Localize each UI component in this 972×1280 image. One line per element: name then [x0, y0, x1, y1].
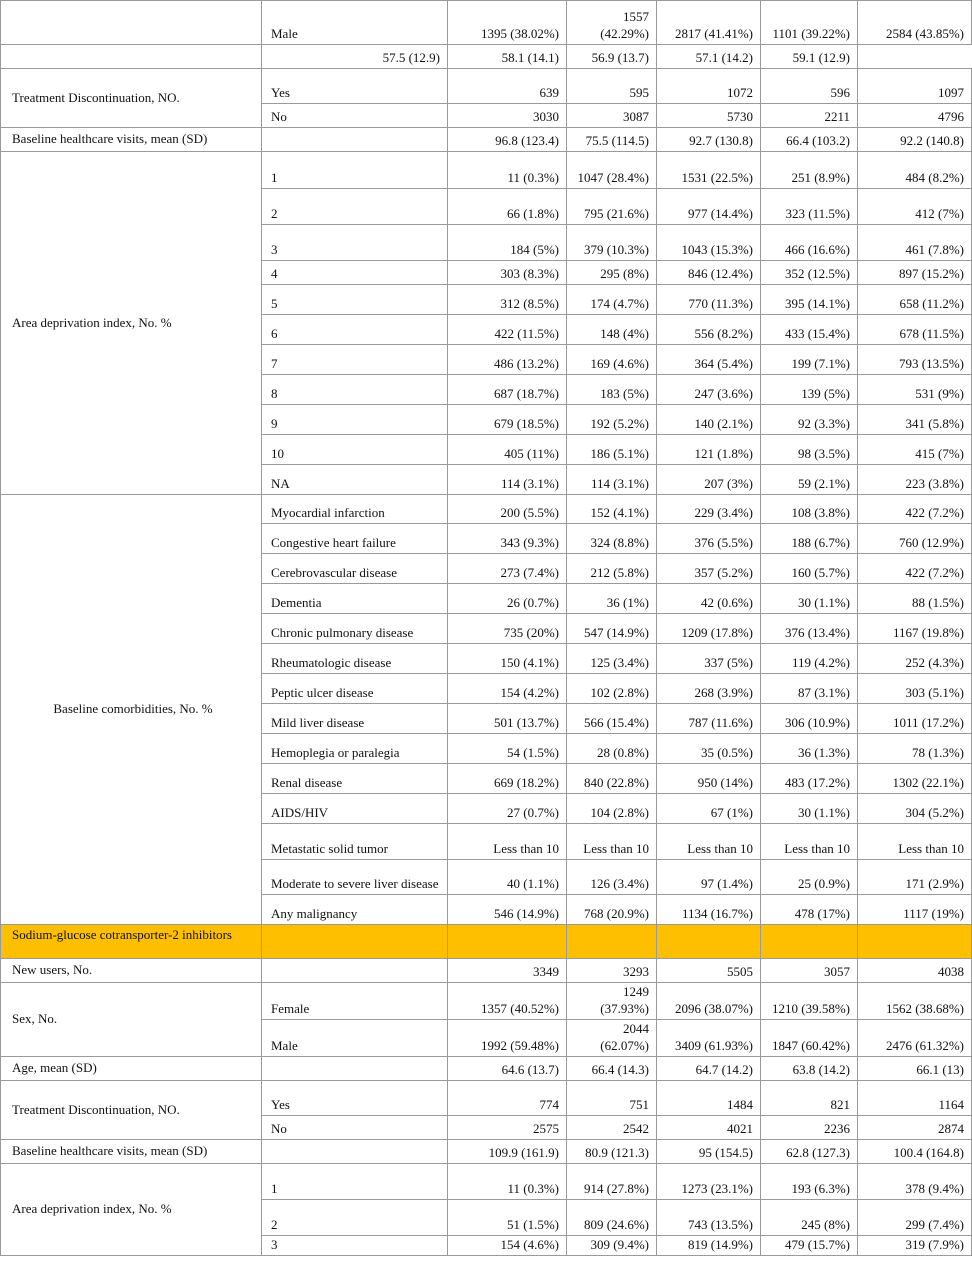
- value-cell: 66.1 (13): [858, 1057, 972, 1081]
- row-sublabel: Myocardial infarction: [262, 495, 448, 524]
- value-cell: [858, 925, 972, 959]
- value-cell: 207 (3%): [657, 465, 761, 495]
- row-group-label: Treatment Discontinuation, NO.: [1, 1081, 262, 1140]
- value-cell: 58.1 (14.1): [448, 45, 567, 69]
- value-cell: 1097: [858, 69, 972, 104]
- row-sublabel: Yes: [262, 1081, 448, 1116]
- row-group-label: Baseline healthcare visits, mean (SD): [1, 1140, 262, 1164]
- value-cell: 1484: [657, 1081, 761, 1116]
- row-sublabel: [262, 1057, 448, 1081]
- value-cell: 950 (14%): [657, 764, 761, 794]
- value-cell: 2575: [448, 1116, 567, 1140]
- value-cell: 1209 (17.8%): [657, 614, 761, 644]
- row-group-label: Sodium-glucose cotransporter-2 inhibitors: [1, 925, 262, 959]
- value-cell: 186 (5.1%): [567, 435, 657, 465]
- row-sublabel: Rheumatologic disease: [262, 644, 448, 674]
- row-sublabel: Male: [262, 1020, 448, 1057]
- row-sublabel: AIDS/HIV: [262, 794, 448, 824]
- value-cell: 743 (13.5%): [657, 1200, 761, 1236]
- value-cell: 679 (18.5%): [448, 405, 567, 435]
- value-cell: 422 (7.2%): [858, 495, 972, 524]
- value-cell: 299 (7.4%): [858, 1200, 972, 1236]
- value-cell: 59 (2.1%): [761, 465, 858, 495]
- value-cell: 80.9 (121.3): [567, 1140, 657, 1164]
- value-cell: 171 (2.9%): [858, 860, 972, 895]
- value-cell: [567, 925, 657, 959]
- value-cell: 125 (3.4%): [567, 644, 657, 674]
- value-cell: 154 (4.2%): [448, 674, 567, 704]
- table-row: [1, 69, 972, 104]
- value-cell: 36 (1.3%): [761, 734, 858, 764]
- value-cell: 4038: [858, 959, 972, 983]
- value-cell: 3087: [567, 104, 657, 128]
- value-cell: 100.4 (164.8): [858, 1140, 972, 1164]
- value-cell: 92.2 (140.8): [858, 128, 972, 152]
- value-cell: 1395 (38.02%): [448, 1, 567, 45]
- row-sublabel: 7: [262, 345, 448, 375]
- value-cell: 97 (1.4%): [657, 860, 761, 895]
- value-cell: Less than 10: [761, 824, 858, 860]
- value-cell: 295 (8%): [567, 261, 657, 285]
- value-cell: 251 (8.9%): [761, 152, 858, 189]
- row-group-label: New users, No.: [1, 959, 262, 983]
- value-cell: 30 (1.1%): [761, 584, 858, 614]
- value-cell: 184 (5%): [448, 225, 567, 261]
- row-sublabel: 3: [262, 225, 448, 261]
- value-cell: 5730: [657, 104, 761, 128]
- value-cell: 11 (0.3%): [448, 1164, 567, 1200]
- table-row: [1, 1140, 972, 1164]
- value-cell: 95 (154.5): [657, 1140, 761, 1164]
- value-cell: 556 (8.2%): [657, 315, 761, 345]
- value-cell: 1164: [858, 1081, 972, 1116]
- value-cell: 57.1 (14.2): [657, 45, 761, 69]
- value-cell: Less than 10: [657, 824, 761, 860]
- value-cell: 27 (0.7%): [448, 794, 567, 824]
- value-cell: 376 (13.4%): [761, 614, 858, 644]
- value-cell: 268 (3.9%): [657, 674, 761, 704]
- row-sublabel: 8: [262, 375, 448, 405]
- value-cell: 1531 (22.5%): [657, 152, 761, 189]
- value-cell: 821: [761, 1081, 858, 1116]
- value-cell: 3409 (61.93%): [657, 1020, 761, 1057]
- value-cell: 735 (20%): [448, 614, 567, 644]
- value-cell: 160 (5.7%): [761, 554, 858, 584]
- value-cell: 64.6 (13.7): [448, 1057, 567, 1081]
- value-cell: 1562 (38.68%): [858, 983, 972, 1020]
- value-cell: 352 (12.5%): [761, 261, 858, 285]
- table-row: [1, 959, 972, 983]
- value-cell: 25 (0.9%): [761, 860, 858, 895]
- value-cell: 303 (8.3%): [448, 261, 567, 285]
- value-cell: 483 (17.2%): [761, 764, 858, 794]
- value-cell: 914 (27.8%): [567, 1164, 657, 1200]
- value-cell: 312 (8.5%): [448, 285, 567, 315]
- value-cell: 658 (11.2%): [858, 285, 972, 315]
- value-cell: 169 (4.6%): [567, 345, 657, 375]
- value-cell: 119 (4.2%): [761, 644, 858, 674]
- value-cell: [761, 925, 858, 959]
- value-cell: 639: [448, 69, 567, 104]
- value-cell: 306 (10.9%): [761, 704, 858, 734]
- value-cell: 770 (11.3%): [657, 285, 761, 315]
- row-sublabel: [262, 1140, 448, 1164]
- row-sublabel: [262, 128, 448, 152]
- row-group-label: Treatment Discontinuation, NO.: [1, 69, 262, 128]
- value-cell: 212 (5.8%): [567, 554, 657, 584]
- value-cell: 35 (0.5%): [657, 734, 761, 764]
- value-cell: 252 (4.3%): [858, 644, 972, 674]
- value-cell: 3293: [567, 959, 657, 983]
- row-sublabel: 1: [262, 152, 448, 189]
- value-cell: 1167 (19.8%): [858, 614, 972, 644]
- value-cell: 30 (1.1%): [761, 794, 858, 824]
- table-row: [1, 1057, 972, 1081]
- value-cell: 319 (7.9%): [858, 1236, 972, 1256]
- value-cell: 104 (2.8%): [567, 794, 657, 824]
- value-cell: 1011 (17.2%): [858, 704, 972, 734]
- value-cell: [448, 925, 567, 959]
- value-cell: 92 (3.3%): [761, 405, 858, 435]
- value-cell: 760 (12.9%): [858, 524, 972, 554]
- value-cell: 486 (13.2%): [448, 345, 567, 375]
- value-cell: 795 (21.6%): [567, 189, 657, 225]
- table-body: [1, 1, 972, 1256]
- value-cell: 223 (3.8%): [858, 465, 972, 495]
- table-row: [1, 1, 972, 45]
- value-cell: 422 (11.5%): [448, 315, 567, 345]
- value-cell: 415 (7%): [858, 435, 972, 465]
- value-cell: 897 (15.2%): [858, 261, 972, 285]
- value-cell: 54 (1.5%): [448, 734, 567, 764]
- value-cell: 309 (9.4%): [567, 1236, 657, 1256]
- table-row: [1, 128, 972, 152]
- value-cell: 2236: [761, 1116, 858, 1140]
- value-cell: 303 (5.1%): [858, 674, 972, 704]
- value-cell: 546 (14.9%): [448, 895, 567, 925]
- value-cell: 2096 (38.07%): [657, 983, 761, 1020]
- value-cell: 412 (7%): [858, 189, 972, 225]
- row-sublabel: Peptic ulcer disease: [262, 674, 448, 704]
- value-cell: 28 (0.8%): [567, 734, 657, 764]
- row-sublabel: Male: [262, 1, 448, 45]
- table-row: [1, 983, 972, 1020]
- value-cell: 1072: [657, 69, 761, 104]
- value-cell: [657, 925, 761, 959]
- value-cell: 1134 (16.7%): [657, 895, 761, 925]
- value-cell: 108 (3.8%): [761, 495, 858, 524]
- row-sublabel: Renal disease: [262, 764, 448, 794]
- value-cell: 478 (17%): [761, 895, 858, 925]
- value-cell: 466 (16.6%): [761, 225, 858, 261]
- value-cell: 4021: [657, 1116, 761, 1140]
- row-group-label: Baseline comorbidities, No. %: [1, 495, 262, 925]
- value-cell: 245 (8%): [761, 1200, 858, 1236]
- table-row: [1, 495, 972, 524]
- value-cell: 405 (11%): [448, 435, 567, 465]
- value-cell: 126 (3.4%): [567, 860, 657, 895]
- value-cell: 188 (6.7%): [761, 524, 858, 554]
- value-cell: 977 (14.4%): [657, 189, 761, 225]
- value-cell: 121 (1.8%): [657, 435, 761, 465]
- value-cell: 596: [761, 69, 858, 104]
- value-cell: 793 (13.5%): [858, 345, 972, 375]
- row-group-label: Sex, No.: [1, 983, 262, 1057]
- value-cell: 102 (2.8%): [567, 674, 657, 704]
- value-cell: 3057: [761, 959, 858, 983]
- row-group-label: [1, 1, 262, 45]
- value-cell: 1210 (39.58%): [761, 983, 858, 1020]
- value-cell: 114 (3.1%): [567, 465, 657, 495]
- value-cell: 63.8 (14.2): [761, 1057, 858, 1081]
- value-cell: 479 (15.7%): [761, 1236, 858, 1256]
- row-sublabel: Congestive heart failure: [262, 524, 448, 554]
- value-cell: 273 (7.4%): [448, 554, 567, 584]
- row-sublabel: 3: [262, 1236, 448, 1256]
- value-cell: 109.9 (161.9): [448, 1140, 567, 1164]
- value-cell: 92.7 (130.8): [657, 128, 761, 152]
- value-cell: 139 (5%): [761, 375, 858, 405]
- value-cell: 2211: [761, 104, 858, 128]
- value-cell: 595: [567, 69, 657, 104]
- table-row: [1, 1081, 972, 1116]
- value-cell: 75.5 (114.5): [567, 128, 657, 152]
- row-sublabel: Any malignancy: [262, 895, 448, 925]
- value-cell: 379 (10.3%): [567, 225, 657, 261]
- value-cell: 2476 (61.32%): [858, 1020, 972, 1057]
- value-cell: 378 (9.4%): [858, 1164, 972, 1200]
- row-sublabel: Mild liver disease: [262, 704, 448, 734]
- row-sublabel: 4: [262, 261, 448, 285]
- value-cell: 531 (9%): [858, 375, 972, 405]
- value-cell: 1847 (60.42%): [761, 1020, 858, 1057]
- value-cell: 484 (8.2%): [858, 152, 972, 189]
- value-cell: 547 (14.9%): [567, 614, 657, 644]
- value-cell: 42 (0.6%): [657, 584, 761, 614]
- value-cell: 2817 (41.41%): [657, 1, 761, 45]
- row-sublabel: 6: [262, 315, 448, 345]
- row-group-label: Area deprivation index, No. %: [1, 1164, 262, 1256]
- row-sublabel: Female: [262, 983, 448, 1020]
- value-cell: 96.8 (123.4): [448, 128, 567, 152]
- value-cell: 59.1 (12.9): [761, 45, 858, 69]
- value-cell: 5505: [657, 959, 761, 983]
- row-sublabel: Dementia: [262, 584, 448, 614]
- value-cell: 40 (1.1%): [448, 860, 567, 895]
- row-sublabel: 9: [262, 405, 448, 435]
- row-sublabel: Chronic pulmonary disease: [262, 614, 448, 644]
- value-cell: Less than 10: [858, 824, 972, 860]
- value-cell: 840 (22.8%): [567, 764, 657, 794]
- value-cell: 66.4 (14.3): [567, 1057, 657, 1081]
- value-cell: 98 (3.5%): [761, 435, 858, 465]
- value-cell: 1043 (15.3%): [657, 225, 761, 261]
- value-cell: 11 (0.3%): [448, 152, 567, 189]
- value-cell: 66 (1.8%): [448, 189, 567, 225]
- value-cell: 1557 (42.29%): [567, 1, 657, 45]
- value-cell: 2542: [567, 1116, 657, 1140]
- value-cell: 787 (11.6%): [657, 704, 761, 734]
- value-cell: 2584 (43.85%): [858, 1, 972, 45]
- row-sublabel: NA: [262, 465, 448, 495]
- value-cell: 64.7 (14.2): [657, 1057, 761, 1081]
- value-cell: 62.8 (127.3): [761, 1140, 858, 1164]
- value-cell: Less than 10: [567, 824, 657, 860]
- value-cell: 324 (8.8%): [567, 524, 657, 554]
- value-cell: 148 (4%): [567, 315, 657, 345]
- row-group-label: Age, mean (SD): [1, 1057, 262, 1081]
- value-cell: 774: [448, 1081, 567, 1116]
- value-cell: 183 (5%): [567, 375, 657, 405]
- value-cell: 88 (1.5%): [858, 584, 972, 614]
- value-cell: 1249 (37.93%): [567, 983, 657, 1020]
- value-cell: 323 (11.5%): [761, 189, 858, 225]
- value-cell: 433 (15.4%): [761, 315, 858, 345]
- value-cell: 4796: [858, 104, 972, 128]
- value-cell: 3030: [448, 104, 567, 128]
- value-cell: 51 (1.5%): [448, 1200, 567, 1236]
- value-cell: 1117 (19%): [858, 895, 972, 925]
- value-cell: 150 (4.1%): [448, 644, 567, 674]
- value-cell: 341 (5.8%): [858, 405, 972, 435]
- value-cell: 247 (3.6%): [657, 375, 761, 405]
- row-sublabel: 5: [262, 285, 448, 315]
- row-sublabel: 1: [262, 1164, 448, 1200]
- value-cell: 87 (3.1%): [761, 674, 858, 704]
- row-sublabel: Yes: [262, 69, 448, 104]
- row-sublabel: No: [262, 104, 448, 128]
- value-cell: 174 (4.7%): [567, 285, 657, 315]
- row-sublabel: Cerebrovascular disease: [262, 554, 448, 584]
- value-cell: 199 (7.1%): [761, 345, 858, 375]
- row-sublabel: Metastatic solid tumor: [262, 824, 448, 860]
- value-cell: 566 (15.4%): [567, 704, 657, 734]
- value-cell: 678 (11.5%): [858, 315, 972, 345]
- value-cell: 501 (13.7%): [448, 704, 567, 734]
- row-sublabel: [262, 959, 448, 983]
- value-cell: 337 (5%): [657, 644, 761, 674]
- value-cell: 809 (24.6%): [567, 1200, 657, 1236]
- row-sublabel: 2: [262, 1200, 448, 1236]
- value-cell: Less than 10: [448, 824, 567, 860]
- table-row: [1, 1164, 972, 1200]
- table-row: [1, 45, 972, 69]
- value-cell: 1047 (28.4%): [567, 152, 657, 189]
- value-cell: 1357 (40.52%): [448, 983, 567, 1020]
- table-row: [1, 152, 972, 189]
- value-cell: 154 (4.6%): [448, 1236, 567, 1256]
- row-sublabel: Moderate to severe liver disease: [262, 860, 448, 895]
- value-cell: 56.9 (13.7): [567, 45, 657, 69]
- value-cell: 395 (14.1%): [761, 285, 858, 315]
- value-cell: 461 (7.8%): [858, 225, 972, 261]
- value-cell: 140 (2.1%): [657, 405, 761, 435]
- value-cell: 1302 (22.1%): [858, 764, 972, 794]
- value-cell: 1992 (59.48%): [448, 1020, 567, 1057]
- value-cell: 687 (18.7%): [448, 375, 567, 405]
- value-cell: 364 (5.4%): [657, 345, 761, 375]
- value-cell: 846 (12.4%): [657, 261, 761, 285]
- value-cell: 114 (3.1%): [448, 465, 567, 495]
- row-group-label: Baseline healthcare visits, mean (SD): [1, 128, 262, 152]
- row-sublabel: 10: [262, 435, 448, 465]
- value-cell: 1273 (23.1%): [657, 1164, 761, 1200]
- value-cell: 2044 (62.07%): [567, 1020, 657, 1057]
- value-cell: 152 (4.1%): [567, 495, 657, 524]
- value-cell: 192 (5.2%): [567, 405, 657, 435]
- value-cell: 768 (20.9%): [567, 895, 657, 925]
- value-cell: 343 (9.3%): [448, 524, 567, 554]
- value-cell: 422 (7.2%): [858, 554, 972, 584]
- row-group-label: Area deprivation index, No. %: [1, 152, 262, 495]
- value-cell: 57.5 (12.9): [262, 45, 448, 69]
- value-cell: 200 (5.5%): [448, 495, 567, 524]
- row-sublabel: [1, 45, 262, 69]
- row-sublabel: 2: [262, 189, 448, 225]
- value-cell: 751: [567, 1081, 657, 1116]
- row-sublabel: [262, 925, 448, 959]
- value-cell: 229 (3.4%): [657, 495, 761, 524]
- table-row: [1, 925, 972, 959]
- value-cell: 357 (5.2%): [657, 554, 761, 584]
- value-cell: 376 (5.5%): [657, 524, 761, 554]
- value-cell: 78 (1.3%): [858, 734, 972, 764]
- value-cell: 67 (1%): [657, 794, 761, 824]
- value-cell: 1101 (39.22%): [761, 1, 858, 45]
- value-cell: 66.4 (103.2): [761, 128, 858, 152]
- row-sublabel: Hemoplegia or paralegia: [262, 734, 448, 764]
- row-sublabel: No: [262, 1116, 448, 1140]
- value-cell: 193 (6.3%): [761, 1164, 858, 1200]
- value-cell: 2874: [858, 1116, 972, 1140]
- value-cell: 36 (1%): [567, 584, 657, 614]
- value-cell: 669 (18.2%): [448, 764, 567, 794]
- value-cell: 819 (14.9%): [657, 1236, 761, 1256]
- value-cell: 26 (0.7%): [448, 584, 567, 614]
- value-cell: 3349: [448, 959, 567, 983]
- value-cell: 304 (5.2%): [858, 794, 972, 824]
